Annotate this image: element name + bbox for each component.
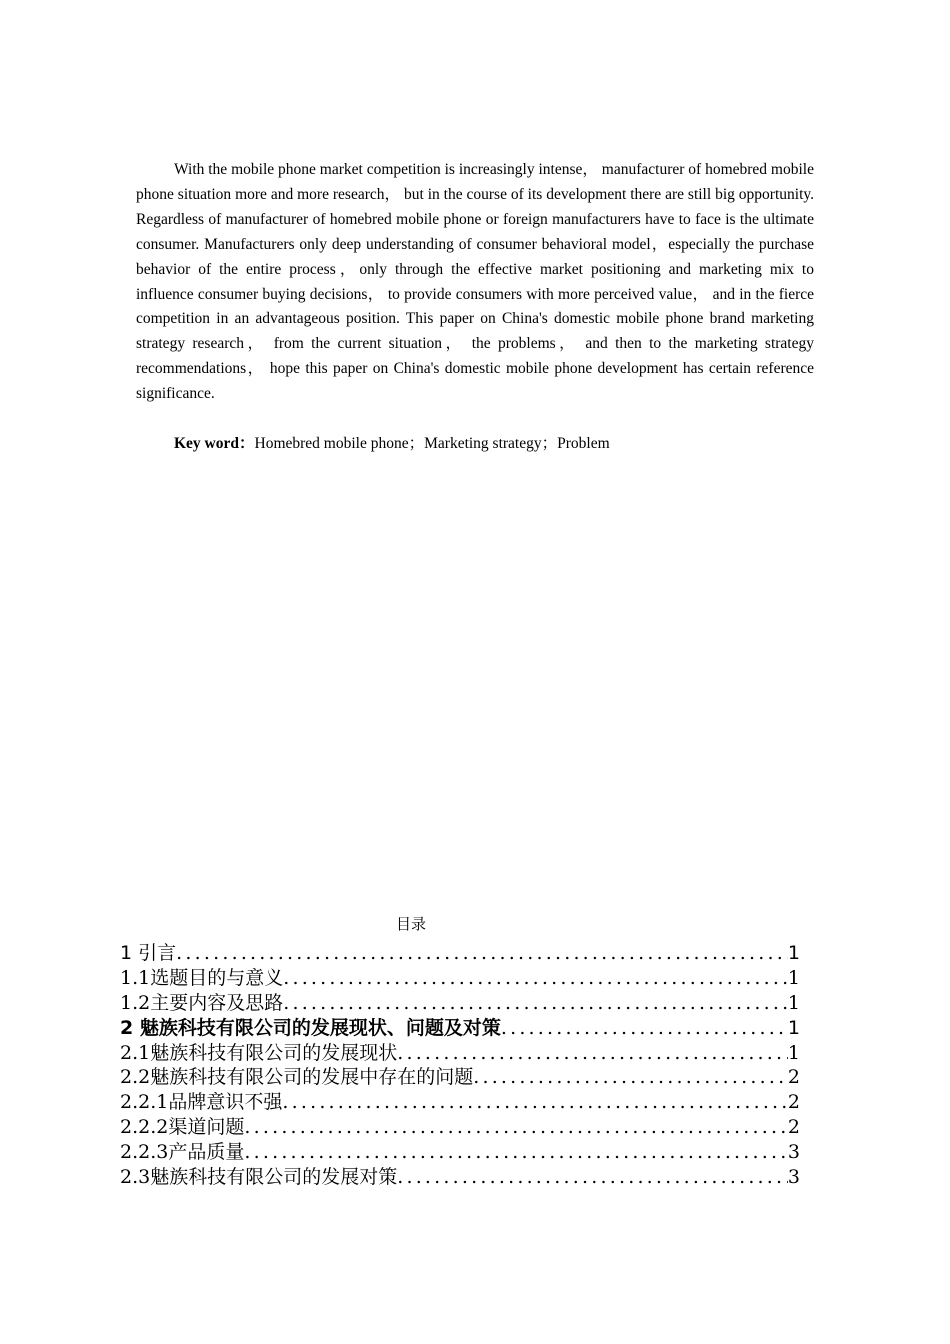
toc-entry[interactable] (120, 1115, 800, 1140)
toc-entry-page: 1 (787, 942, 800, 964)
toc-entry-page: 3 (787, 1166, 800, 1189)
toc-entry-label: 2.2.2渠道问题 (120, 1116, 245, 1139)
toc-entry-page: 2 (787, 1091, 800, 1114)
toc-entry-label: 2 魅族科技有限公司的发展现状、问题及对策 (120, 1016, 501, 1039)
toc-entry-page: 1 (787, 991, 800, 1014)
toc-entry[interactable] (120, 1165, 800, 1190)
toc-entry[interactable] (120, 1016, 800, 1041)
keywords-line (174, 432, 610, 456)
toc-entry-label: 1.2主要内容及思路 (120, 991, 284, 1014)
toc-dot-leader (244, 1140, 788, 1165)
toc-dot-leader (244, 1115, 788, 1140)
toc-entry-page: 3 (787, 1141, 800, 1164)
toc-entry-label: 1.1选题目的与意义 (120, 966, 284, 989)
toc-entry[interactable] (120, 991, 800, 1016)
toc-dot-leader (501, 1016, 788, 1041)
toc-entry-label: 2.2.1品牌意识不强 (120, 1091, 283, 1114)
table-of-contents (120, 941, 800, 1190)
toc-entry[interactable] (120, 1090, 800, 1115)
toc-entry-page: 2 (787, 1116, 800, 1139)
toc-entry-label: 2.3魅族科技有限公司的发展对策 (120, 1166, 398, 1189)
toc-entry-page: 1 (787, 1041, 800, 1064)
toc-dot-leader (283, 966, 788, 991)
keywords-label: Key word： (174, 435, 255, 452)
toc-dot-leader (283, 991, 788, 1016)
toc-dot-leader (473, 1065, 788, 1090)
toc-dot-leader (176, 941, 788, 966)
toc-entry[interactable] (120, 1140, 800, 1165)
toc-entry-label: 2.2.3产品质量 (120, 1141, 245, 1164)
toc-title: 目录 (396, 915, 427, 933)
toc-entry-page: 1 (787, 966, 800, 989)
toc-dot-leader (397, 1041, 788, 1066)
toc-entry-label: 2.1魅族科技有限公司的发展现状 (120, 1041, 398, 1064)
toc-entry-label: 2.2魅族科技有限公司的发展中存在的问题 (120, 1066, 474, 1089)
toc-entry-page: 2 (787, 1066, 800, 1089)
toc-entry-page: 1 (787, 1016, 800, 1039)
toc-dot-leader (282, 1090, 788, 1115)
toc-dot-leader (397, 1165, 788, 1190)
toc-entry[interactable] (120, 1065, 800, 1090)
toc-entry-label: 1 引言 (120, 942, 177, 964)
abstract-paragraph: With the mobile phone market competition is increasingly intense， manufacturer of homebred mobile phone situation more and more research， but in the course of its development there are still big opportunity. Regardless of manufacturer of homebred mobile phone or foreign manufacturers have to face is the ultimate consumer. Manufacturers only deep understanding of consumer behavioral model，especially the purchase behavior of the entire process，only through the effective market positioning and marketing mix to influence consumer buying decisions， to provide consumers with more perceived value， and in the fierce competition in an advantageous position. This paper on China's domestic mobile phone brand marketing strategy research， from the current situation， the problems， and then to the marketing strategy recommendations， hope this paper on China's domestic mobile phone development has certain reference significance. (136, 161, 814, 403)
toc-entry[interactable] (120, 966, 800, 991)
keywords-value: Homebred mobile phone；Marketing strategy；Problem (254, 435, 610, 452)
toc-entry[interactable] (120, 941, 800, 966)
toc-entry[interactable] (120, 1041, 800, 1066)
